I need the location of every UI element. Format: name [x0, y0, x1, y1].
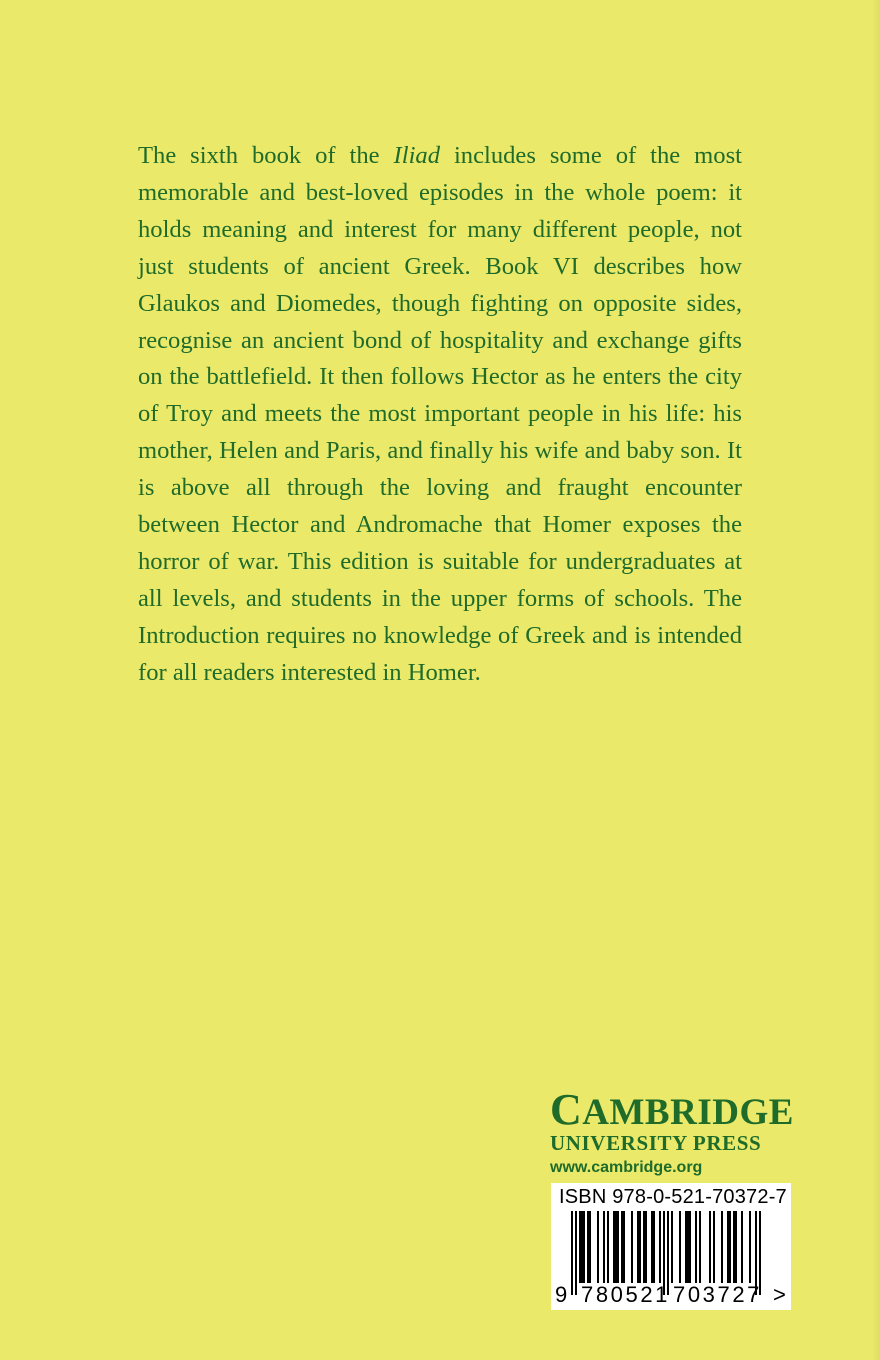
- barcode-bar: [639, 1211, 641, 1283]
- barcode-bar: [709, 1211, 711, 1283]
- barcode-bar: [623, 1211, 625, 1283]
- barcode-bar: [607, 1211, 609, 1283]
- barcode-bar: [621, 1211, 623, 1283]
- barcode-bar: [659, 1211, 661, 1283]
- barcode-bar: [735, 1211, 737, 1283]
- blurb-intro: The sixth book of the: [138, 142, 394, 169]
- barcode-bar: [749, 1211, 751, 1283]
- barcode-bar: [579, 1211, 581, 1283]
- back-cover-blurb: [138, 138, 742, 692]
- barcode-bar: [617, 1211, 619, 1283]
- barcode-bar: [583, 1211, 585, 1283]
- barcode-bar: [741, 1211, 743, 1283]
- barcode-bar: [571, 1211, 573, 1295]
- barcode-bar: [645, 1211, 647, 1283]
- barcode-bar: [713, 1211, 715, 1283]
- barcode-bar: [699, 1211, 701, 1283]
- barcode-bar: [613, 1211, 615, 1283]
- isbn-label: ISBN 978-0-521-70372-7: [559, 1186, 787, 1208]
- page-edge-shade: [872, 0, 880, 1360]
- barcode-bar: [685, 1211, 687, 1283]
- barcode-bar: [587, 1211, 589, 1283]
- barcode-group-1: 780521: [581, 1282, 671, 1307]
- barcode-bar: [643, 1211, 645, 1283]
- barcode-bar: [679, 1211, 681, 1283]
- barcode-bar: [615, 1211, 617, 1283]
- barcode-bar: [695, 1211, 697, 1283]
- barcode-bar: [651, 1211, 653, 1283]
- publisher-name: CAMBRIDGE: [550, 1085, 794, 1134]
- barcode-bar: [689, 1211, 691, 1283]
- publisher-subtitle: UNIVERSITY PRESS: [550, 1131, 762, 1155]
- barcode-bar: [687, 1211, 689, 1283]
- barcode-bar: [589, 1211, 591, 1283]
- barcode-bar: [721, 1211, 723, 1283]
- barcode-bar: [631, 1211, 633, 1283]
- barcode-bar: [729, 1211, 731, 1283]
- barcode-bar: [603, 1211, 605, 1283]
- barcode-bar: [653, 1211, 655, 1283]
- barcode-bar: [733, 1211, 735, 1283]
- barcode-quiet-zone-mark: >: [773, 1282, 786, 1307]
- barcode-bar: [597, 1211, 599, 1283]
- blurb-book-title: Iliad: [393, 142, 440, 169]
- blurb-body: includes some of the most memorable and best-loved episodes in the whole poem: it holds meaning and interest for many different people, not just students of ancient Greek. Book VI describes how Glaukos and Diomedes, though fighting on opposite sides, recognise an ancient bond of hospitality and exchange gifts on the battlefield. It then follows Hector as he enters the city of Troy and meets the most important people in his life: his mother, Helen and Paris, and finally his wife and baby son. It is above all through the loving and fraught encounter between Hector and Andromache that Homer exposes the horror of war. This edition is suitable for undergraduates at all levels, and students in the upper forms of schools. The Introduction requires no knowledge of Greek and is intended for all readers interested in Homer.: [138, 142, 742, 686]
- publisher-website: www.cambridge.org: [550, 1159, 703, 1176]
- barcode-bar: [671, 1211, 673, 1283]
- barcode-bar: [637, 1211, 639, 1283]
- barcode-bar: [727, 1211, 729, 1283]
- barcode-first-digit: 9: [555, 1282, 568, 1307]
- publisher-logo: [550, 1085, 794, 1179]
- isbn-barcode: [551, 1183, 791, 1310]
- barcode-bar: [581, 1211, 583, 1283]
- barcode-group-2: 703727: [673, 1282, 763, 1307]
- barcode-bar: [575, 1211, 577, 1295]
